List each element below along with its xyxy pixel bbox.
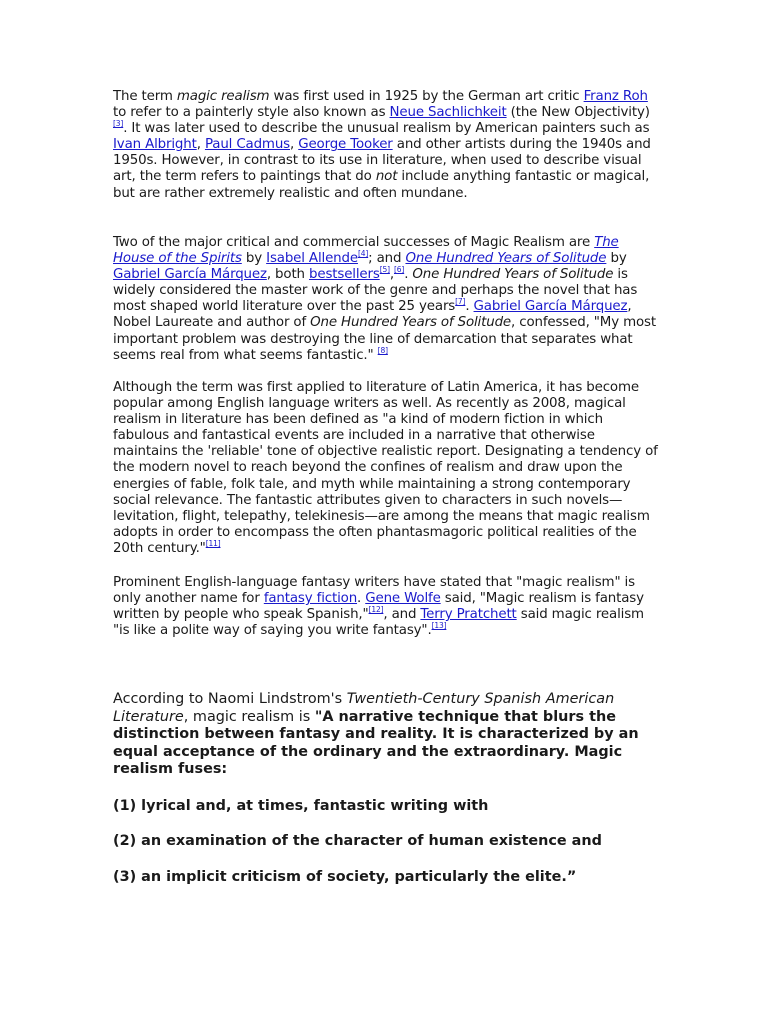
link-franz-roh[interactable]: Franz Roh <box>583 89 648 104</box>
citation-5 <box>380 265 390 274</box>
citation-link-5[interactable]: [5] <box>379 265 390 275</box>
italic-title: One Hundred Years of Solitude <box>310 315 512 331</box>
list-item-2: (2) an examination of the character of human existence and <box>113 833 602 849</box>
link-gabriel-garcia-marquez[interactable]: Gabriel García Márquez <box>113 267 267 283</box>
text: . <box>465 299 474 315</box>
list-item-3: (3) an implicit criticism of society, particularly the elite.” <box>113 869 577 885</box>
text: , <box>196 137 205 153</box>
text: . <box>357 591 366 607</box>
italic-not: not <box>375 169 398 185</box>
citation-link-3[interactable]: [3] <box>113 119 124 129</box>
citation-link-13[interactable]: [13] <box>431 621 447 631</box>
text: by <box>241 251 267 267</box>
text: , <box>290 137 299 153</box>
link-terry-pratchett[interactable]: Terry Pratchett <box>420 607 517 623</box>
italic-title: One Hundred Years of Solitude <box>412 267 614 283</box>
link-house-of-the-spirits[interactable]: The House of the Spirits <box>113 235 619 267</box>
citation-link-8[interactable]: [8] <box>377 345 388 355</box>
text: , <box>389 267 394 283</box>
text: said magic realism "is like a polite way of saying you write fantasy". <box>113 607 644 639</box>
citation-8 <box>378 346 388 355</box>
text: , magic realism is <box>183 708 315 725</box>
citation-11 <box>206 539 221 548</box>
text: ; and <box>368 251 406 267</box>
text: . It was later used to describe the unusual realism by American painters such as <box>123 121 650 137</box>
text: , both <box>266 267 309 283</box>
link-one-hundred-years[interactable]: One Hundred Years of Solitude <box>405 251 607 267</box>
italic-term: magic realism <box>176 89 270 104</box>
text: said, "Magic realism is fantasy written by people who speak Spanish," <box>113 591 644 623</box>
link-neue-sachlichkeit[interactable]: Neue Sachlichkeit <box>389 105 507 121</box>
citation-12 <box>369 605 384 614</box>
paragraph-major-successes <box>113 235 661 364</box>
link-gene-wolfe[interactable]: Gene Wolfe <box>365 591 441 607</box>
citation-link-12[interactable]: [12] <box>368 605 384 615</box>
link-ivan-albright[interactable]: Ivan Albright <box>113 137 197 153</box>
text: Although the term was first applied to literature of Latin America, it has become popular among English language writers as well. As recently as 2008, magical realism in literature has been defined as "a kind of modern fiction in which fabulous and fantastical events are included in a narrative that otherwise maintains the 'reliable' tone of objective realistic report. Designating a tendency of the modern novel to reach beyond the confines of realism and draw upon the energies of fable, folk tale, and myth while maintaining a strong contemporary social relevance. The fantastic attributes given to characters in such novels—levitation, flight, telepathy, telekinesis—are among the means that magic realism adopts in order to encompass the often phantasmagoric political realities of the 20th century." <box>113 380 658 556</box>
list-item-1: (1) lyrical and, at times, fantastic writing with <box>113 798 489 814</box>
text: (the New Objectivity) <box>506 105 650 121</box>
text: , confessed, "My most important problem was destroying the line of demarcation that separates what seems real from what seems fantastic." <box>113 315 656 363</box>
citation-link-11[interactable]: [11] <box>205 538 221 548</box>
link-gabriel-garcia-marquez-2[interactable]: Gabriel García Márquez <box>473 299 628 315</box>
text: and other artists during the 1940s and 1950s. However, in contrast to its use in literature, when used to describe visual art, the term refers to paintings that do <box>113 137 651 185</box>
paragraph-lindstrom-definition <box>113 691 653 779</box>
link-paul-cadmus[interactable]: Paul Cadmus <box>204 137 290 153</box>
citation-3 <box>113 119 123 128</box>
text: include anything fantastic or magical, but are rather extremely realistic and often mundane. <box>113 169 650 201</box>
citation-4 <box>358 249 368 258</box>
link-george-tooker[interactable]: George Tooker <box>298 137 393 153</box>
citation-7 <box>455 297 465 306</box>
citation-13 <box>432 621 447 630</box>
bold-definition: "A narrative technique that blurs the distinction between fantasy and reality. It is characterized by an equal acceptance of the ordinary and the extraordinary. Magic realism fuses: <box>113 708 639 778</box>
text: was first used in 1925 by the German art critic <box>269 89 584 104</box>
text: is widely considered the master work of the genre and perhaps the novel that has most shaped world literature over the past 25 years <box>113 267 638 315</box>
text: According to Naomi Lindstrom's <box>113 691 347 707</box>
text: , and <box>383 607 421 623</box>
text: The term <box>113 89 177 104</box>
text: , Nobel Laureate and author of <box>113 299 632 331</box>
paragraph-magic-realism-origin <box>113 89 661 202</box>
citation-link-4[interactable]: [4] <box>357 249 369 259</box>
paragraph-fantasy-writers <box>113 575 661 639</box>
paragraph-english-writers <box>113 380 661 557</box>
link-fantasy-fiction[interactable]: fantasy fiction <box>263 591 358 607</box>
text: Two of the major critical and commercial successes of Magic Realism are <box>113 235 595 250</box>
text: . <box>404 267 413 283</box>
link-isabel-allende[interactable]: Isabel Allende <box>266 251 358 267</box>
text: by <box>606 251 627 267</box>
italic-book-title: Twentieth-Century Spanish American Literature <box>113 691 615 725</box>
text: to refer to a painterly style also known as <box>113 105 390 121</box>
text: Prominent English-language fantasy writers have stated that "magic realism" is only another name for <box>113 575 635 607</box>
citation-link-7[interactable]: [7] <box>455 297 466 307</box>
link-bestsellers[interactable]: bestsellers <box>309 267 380 283</box>
citation-link-6[interactable]: [6] <box>394 265 405 275</box>
citation-6 <box>394 265 404 274</box>
